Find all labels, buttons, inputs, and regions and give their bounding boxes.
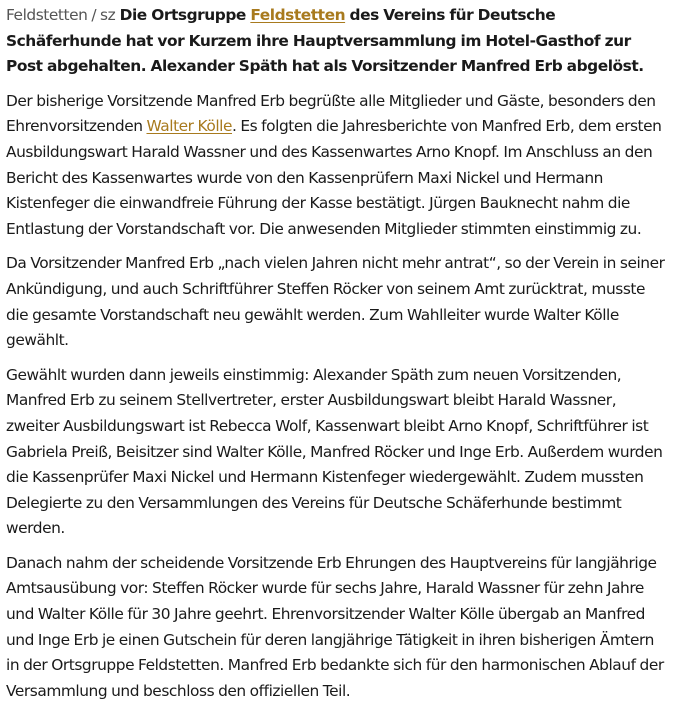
dateline: Feldstetten / sz	[6, 6, 116, 24]
article-body	[6, 3, 670, 713]
paragraph-resignation: Da Vorsitzender Manfred Erb „nach vielen Jahren nicht mehr antrat“, so der Verein in seiner Ankündigung, und auch Schriftführer Steffen Röcker von seinem Amt zurücktrat, musste die gesamte Vorstandschaft neu gewählt werden. Zum Wahlleiter wurde Walter Kölle gewählt.	[6, 254, 665, 350]
feldstetten-link[interactable]: Feldstetten	[250, 6, 346, 24]
paragraph-greeting-start: Der bisherige Vorsitzende Manfred Erb begrüßte alle Mitglieder und Gäste, besonders den Ehrenvorsitzenden	[6, 91, 656, 136]
paragraph-greeting	[6, 89, 670, 243]
lead-paragraph	[6, 3, 670, 80]
paragraph-honors: Danach nahm der scheidende Vorsitzende Erb Ehrungen des Hauptvereins für langjährige Amtsausübung vor: Steffen Röcker wurde für sechs Jahre, Harald Wassner für zehn Jahre und Walter Kölle für 30 Jahre geehrt. Ehrenvorsitzender Walter Kölle übergab an Manfred und Inge Erb je einen Gutschein für deren langjährige Tätigkeit in ihren bisherigen Ämtern in der Ortsgruppe Feldstetten. Manfred Erb bedankte sich für den harmonischen Ablauf der Versammlung und beschloss den offiziellen Teil.	[6, 553, 664, 700]
paragraph-election: Gewählt wurden dann jeweils einstimmig: Alexander Späth zum neuen Vorsitzenden, Manfred Erb zu seinem Stellvertreter, erster Ausbildungswart bleibt Harald Wassner, zweiter Ausbildungswart ist Rebecca Wolf, Kassenwart bleibt Arno Knopf, Schriftführer ist Gabriela Preiß, Beisitzer sind Walter Kölle, Manfred Röcker und Inge Erb. Außerdem wurden die Kassenprüfer Maxi Nickel und Hermann Kistenfeger wiedergewählt. Zudem mussten Delegierte zu den Versammlungen des Vereins für Deutsche Schäferhunde bestimmt werden.	[6, 365, 663, 538]
paragraph-greeting-end: . Es folgten die Jahresberichte von Manfred Erb, dem ersten Ausbildungswart Harald Wassner und des Kassenwartes Arno Knopf. Im Anschluss an den Bericht des Kassenwartes wurde von den Kassenprüfern Maxi Nickel und Hermann Kistenfeger die einwandfreie Führung der Kasse bestätigt. Jürgen Bauknecht nahm die Entlastung der Vorstandschaft vor. Die anwesenden Mitglieder stimmten einstimmig zu.	[6, 117, 662, 238]
lead-text-end: des Vereins für Deutsche Schäferhunde hat vor Kurzem ihre Hauptversammlung im Hotel-Gasthof zur Post abgehalten. Alexander Späth hat als Vorsitzender Manfred Erb abgelöst.	[6, 6, 644, 76]
walter-koelle-link[interactable]: Walter Kölle	[146, 117, 233, 136]
lead-text-start: Die Ortsgruppe	[119, 6, 246, 24]
